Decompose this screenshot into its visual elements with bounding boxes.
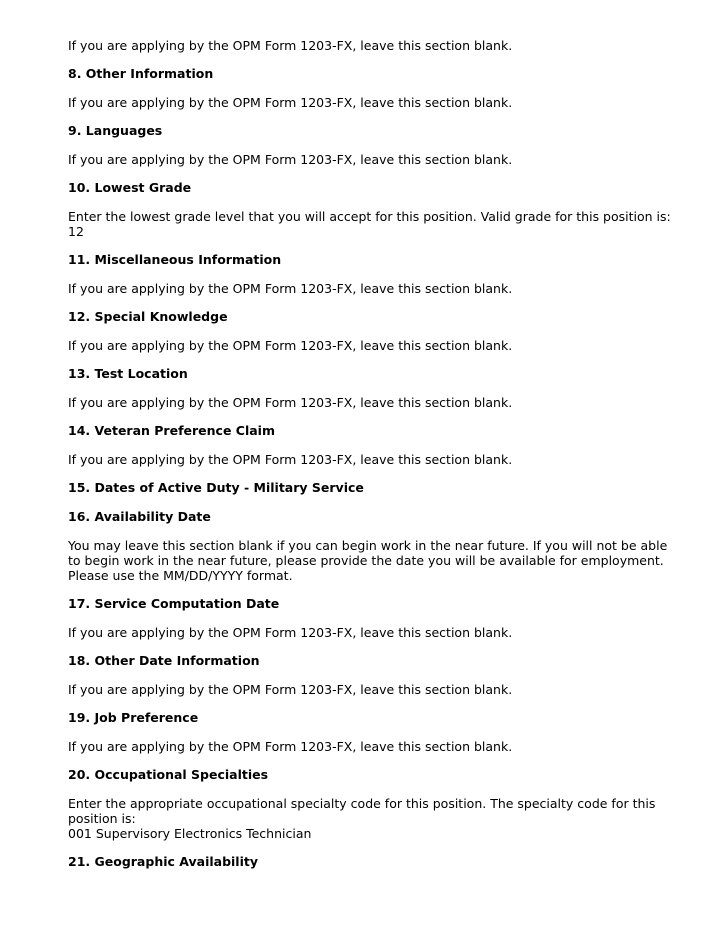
section-body (68, 682, 668, 697)
section-body (68, 538, 668, 583)
section-body-line: 12 (68, 224, 84, 239)
section-heading: 17. Service Computation Date (68, 596, 280, 611)
section-body-line: Please use the MM/DD/YYYY format. (68, 568, 293, 583)
section-body-line: You may leave this section blank if you can begin work in the near future. If you will not be able (68, 538, 668, 553)
section-heading: 14. Veteran Preference Claim (68, 423, 275, 438)
section-body-line: to begin work in the near future, please provide the date you will be available for employment. (68, 553, 664, 568)
section-body (68, 452, 668, 467)
section-heading: 19. Job Preference (68, 710, 199, 725)
section-body-line: If you are applying by the OPM Form 1203-FX, leave this section blank. (68, 739, 513, 754)
section-body (68, 338, 668, 353)
section-body-line: If you are applying by the OPM Form 1203-FX, leave this section blank. (68, 682, 513, 697)
section-heading: 9. Languages (68, 123, 163, 138)
section-heading: 10. Lowest Grade (68, 180, 192, 195)
section-heading: 13. Test Location (68, 366, 188, 381)
section-body (68, 95, 668, 110)
section-body-line: If you are applying by the OPM Form 1203-FX, leave this section blank. (68, 625, 513, 640)
section-body (68, 152, 668, 167)
section-heading: 11. Miscellaneous Information (68, 252, 282, 267)
section-body-line: If you are applying by the OPM Form 1203-FX, leave this section blank. (68, 338, 513, 353)
section-body-line: If you are applying by the OPM Form 1203-FX, leave this section blank. (68, 395, 513, 410)
section-heading: 16. Availability Date (68, 509, 211, 524)
section-body (68, 281, 668, 296)
document-page (68, 38, 671, 883)
section-body (68, 625, 668, 640)
section-heading: 18. Other Date Information (68, 653, 260, 668)
section-body-line: 001 Supervisory Electronics Technician (68, 826, 312, 841)
section-body (68, 739, 668, 754)
intro-text (68, 38, 668, 53)
section-body-line: If you are applying by the OPM Form 1203-FX, leave this section blank. (68, 95, 513, 110)
section-body-line: If you are applying by the OPM Form 1203-FX, leave this section blank. (68, 452, 513, 467)
section-heading: 8. Other Information (68, 66, 214, 81)
section-heading: 12. Special Knowledge (68, 309, 228, 324)
section-body-line: Enter the appropriate occupational specialty code for this position. The specialty code for this (68, 796, 656, 811)
section-body-line: Enter the lowest grade level that you will accept for this position. Valid grade for this position is: (68, 209, 671, 224)
section-body (68, 395, 668, 410)
section-body-line: position is: (68, 811, 136, 826)
section-heading: 15. Dates of Active Duty - Military Service (68, 480, 364, 495)
section-body (68, 209, 671, 239)
section-body-line: If you are applying by the OPM Form 1203-FX, leave this section blank. (68, 281, 513, 296)
section-heading: 21. Geographic Availability (68, 854, 259, 869)
intro-line: If you are applying by the OPM Form 1203-FX, leave this section blank. (68, 38, 513, 53)
sections-list (68, 66, 671, 870)
section-heading: 20. Occupational Specialties (68, 767, 269, 782)
section-body (68, 796, 668, 841)
section-body-line: If you are applying by the OPM Form 1203-FX, leave this section blank. (68, 152, 513, 167)
